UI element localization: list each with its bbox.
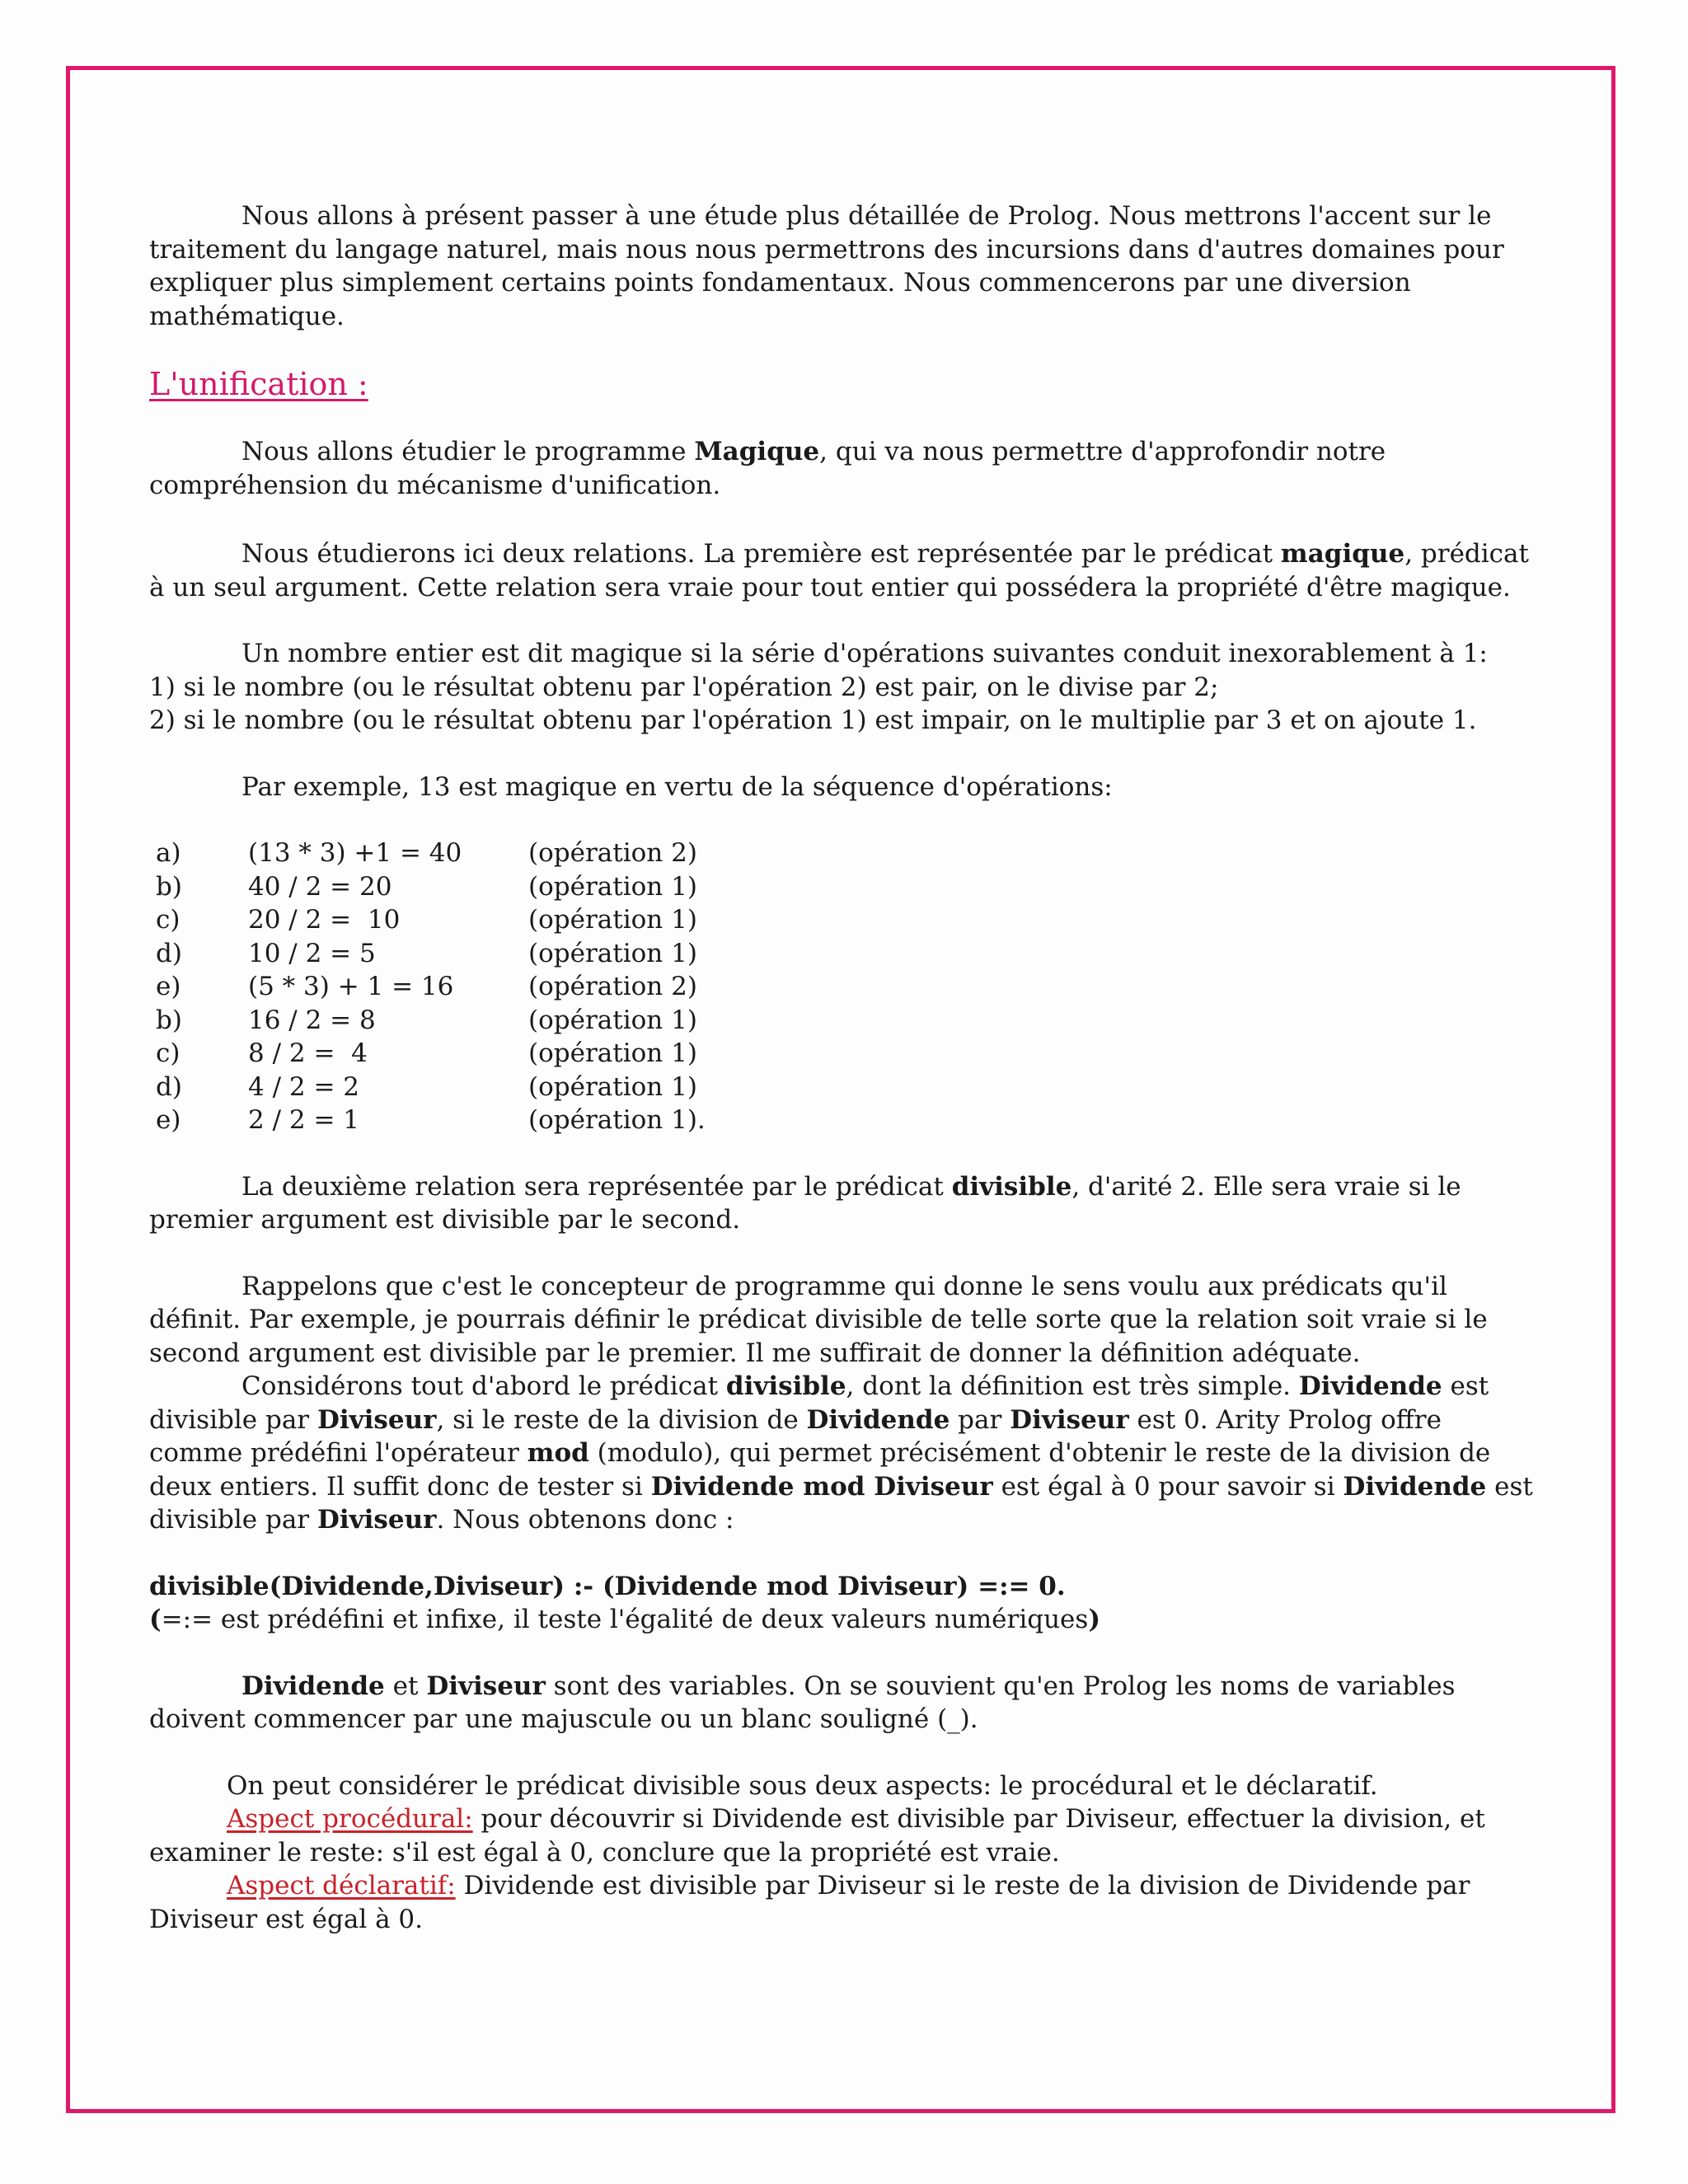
paragraph-definition: Un nombre entier est dit magique si la série d'opérations suivantes conduit inexorablement à 1: 1) si le nombre (ou le résultat obtenu par l'opération 2) est pair, on le divise par 2; 2) si le nombre (ou le résultat obtenu par l'opération 1) est impair, on le multiplie par 3 et on ajoute 1. (149, 639, 1488, 735)
operation-row (156, 1004, 1539, 1038)
operation-expr: (5 * 3) + 1 = 16 (248, 972, 454, 1001)
paragraph-relations: Nous étudierons ici deux relations. La première est représentée par le prédicat magique, prédicat à un seul argument. Cette relation sera vraie pour tout entier qui possédera la propriété d'être magique. (149, 539, 1529, 602)
paragraph-magique: Nous allons étudier le programme Magique, qui va nous permettre d'approfondir notre compréhension du mécanisme d'unification. (149, 437, 1386, 500)
paragraph-procedural: Aspect procédural: pour découvrir si Dividende est divisible par Diviseur, effectuer la division, et examiner le reste: s'il est égal à 0, conclure que la propriété est vraie. (149, 1804, 1485, 1868)
operation-type: (opération 1) (528, 1071, 697, 1102)
operation-row (156, 1037, 1539, 1071)
operation-expr: 10 / 2 = 5 (248, 938, 376, 968)
operation-type: (opération 1) (528, 938, 697, 968)
paragraph-divisible: La deuxième relation sera représentée par le prédicat divisible, d'arité 2. Elle sera vraie si le premier argument est divisible par le second. (149, 1171, 1461, 1235)
operation-expr: 40 / 2 = 20 (248, 871, 392, 902)
operation-label: a) (156, 838, 181, 868)
operations-list (149, 837, 1539, 1137)
operation-expr: 4 / 2 = 2 (248, 1071, 360, 1102)
operation-row (156, 1104, 1539, 1137)
operation-label: d) (156, 1071, 182, 1102)
operation-row (156, 970, 1539, 1004)
paragraph-variables: Dividende et Diviseur sont des variables. On se souvient qu'en Prolog les noms de variables doivent commencer par une majuscule ou un blanc souligné (_). (149, 1671, 1456, 1734)
operation-type: (opération 2) (528, 972, 697, 1001)
paragraph-concepteur: Rappelons que c'est le concepteur de programme qui donne le sens voulu aux prédicats qu'il définit. Par exemple, je pourrais définir le prédicat divisible de telle sorte que la relation soit vraie si le second argument est divisible par le premier. Il me suffirait de donner la définition adéquate. (149, 1271, 1488, 1368)
operation-expr: 20 / 2 = 10 (248, 905, 401, 935)
document-body (149, 199, 1539, 1936)
operation-expr: 2 / 2 = 1 (248, 1105, 360, 1135)
operation-row (156, 937, 1539, 971)
aspect-declaratif-label: Aspect déclaratif: (227, 1871, 456, 1900)
operation-label: b) (156, 1005, 182, 1035)
operation-type: (opération 1) (528, 905, 697, 935)
operation-row (156, 870, 1539, 904)
paragraph-considerons: Considérons tout d'abord le prédicat divisible, dont la définition est très simple. Dividende est divisible par Diviseur, si le reste de la division de Dividende par Diviseur est 0. Arity Prolog offre comme prédéfini l'opérateur mod (modulo), qui permet précisément d'obtenir le reste de la division de deux entiers. Il suffit donc de tester si Dividende mod Diviseur est égal à 0 pour savoir si Dividende est divisible par Diviseur. Nous obtenons donc : (149, 1371, 1533, 1535)
code-note: (=:= est prédéfini et infixe, il teste l'égalité de deux valeurs numériques) (149, 1605, 1100, 1634)
operation-label: d) (156, 938, 182, 968)
code-block (149, 1570, 1539, 1637)
operation-expr: 8 / 2 = 4 (248, 1038, 368, 1068)
operation-label: c) (156, 1038, 181, 1068)
paragraph-declaratif: Aspect déclaratif: Dividende est divisible par Diviseur si le reste de la division de Dividende par Diviseur est égal à 0. (149, 1871, 1470, 1934)
operation-expr: (13 * 3) +1 = 40 (248, 838, 462, 868)
operation-label: b) (156, 871, 182, 902)
operation-expr: 16 / 2 = 8 (248, 1005, 376, 1035)
intro-paragraph: Nous allons à présent passer à une étude plus détaillée de Prolog. Nous mettrons l'accent sur le traitement du langage naturel, mais nous nous permettrons des incursions dans d'autres domaines pour expliquer plus simplement certains points fondamentaux. Nous commencerons par une diversion mathématique. (149, 201, 1504, 331)
operation-type: (opération 1) (528, 1005, 697, 1035)
section-heading: L'unification : (149, 366, 368, 402)
code-line: divisible(Dividende,Diviseur) :- (Dividende mod Diviseur) =:= 0. (149, 1571, 1066, 1601)
operation-type: (opération 1) (528, 871, 697, 902)
operation-label: e) (156, 1105, 181, 1135)
operation-row (156, 903, 1539, 937)
aspect-procedural-label: Aspect procédural: (227, 1804, 473, 1834)
operation-type: (opération 1) (528, 1038, 697, 1068)
operation-type: (opération 1). (528, 1105, 706, 1135)
operation-label: c) (156, 905, 181, 935)
operation-type: (opération 2) (528, 838, 697, 868)
operation-row (156, 1071, 1539, 1104)
paragraph-aspects: On peut considérer le prédicat divisible sous deux aspects: le procédural et le déclaratif. (227, 1770, 1378, 1801)
paragraph-example: Par exemple, 13 est magique en vertu de la séquence d'opérations: (241, 771, 1113, 802)
operation-row (156, 837, 1539, 870)
operation-label: e) (156, 972, 181, 1001)
